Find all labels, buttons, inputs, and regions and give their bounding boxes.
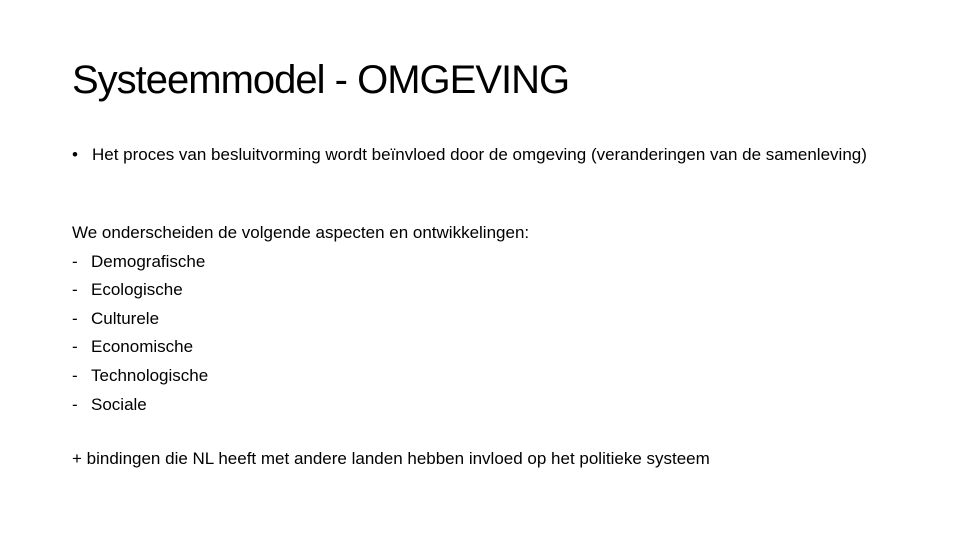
slide-title: Systeemmodel - OMGEVING [72, 58, 570, 102]
list-item [72, 362, 892, 391]
list-item-label: Demografische [91, 251, 206, 271]
aspects-section [72, 219, 892, 419]
dash-marker: - [72, 308, 78, 328]
list-item [72, 305, 892, 334]
dash-marker: - [72, 365, 78, 385]
list-item [72, 248, 892, 277]
list-item [72, 391, 892, 420]
list-item [72, 333, 892, 362]
aspects-intro: We onderscheiden de volgende aspecten en ontwikkelingen: [72, 223, 530, 242]
dash-marker: - [72, 337, 78, 357]
list-item-label: Technologische [91, 365, 209, 385]
dash-marker: - [72, 394, 78, 414]
dash-marker: - [72, 280, 78, 300]
bullet-point [72, 146, 872, 163]
list-item-label: Culturele [91, 308, 160, 328]
list-item [72, 276, 892, 305]
bullet-row [72, 146, 872, 163]
bullet-dot-icon: • [72, 145, 78, 164]
bullet-text: Het proces van besluitvorming wordt beïnvloed door de omgeving (veranderingen van de samenleving) [92, 145, 867, 164]
list-item-label: Sociale [91, 394, 147, 414]
footer-note: + bindingen die NL heeft met andere landen hebben invloed op het politieke systeem [72, 449, 710, 468]
dash-marker: - [72, 251, 78, 271]
list-item-label: Ecologische [91, 280, 183, 300]
list-item-label: Economische [91, 337, 194, 357]
